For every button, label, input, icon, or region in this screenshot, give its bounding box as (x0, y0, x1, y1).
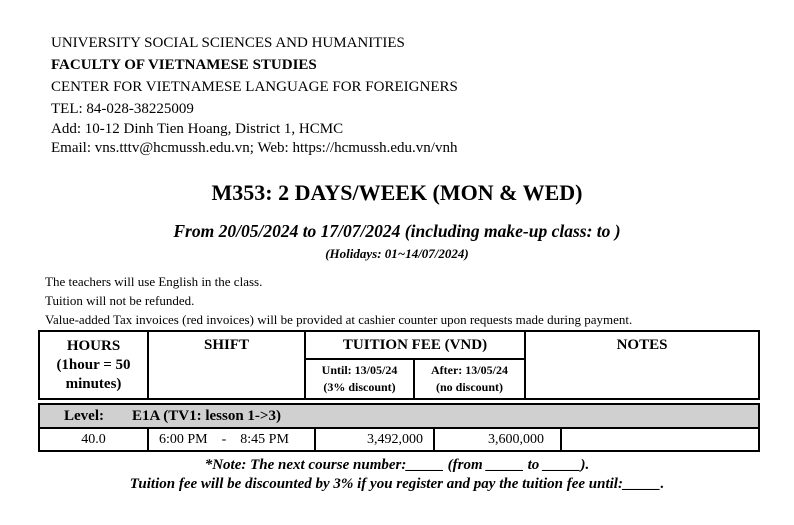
hours-header: HOURS (1hour = 50 minutes) (39, 331, 148, 399)
faculty-name: FACULTY OF VIETNAMESE STUDIES (51, 57, 317, 73)
fee-after-header: After: 13/05/24 (no discount) (414, 359, 525, 399)
university-name: UNIVERSITY SOCIAL SCIENCES AND HUMANITIES (51, 35, 405, 51)
discount-note: Tuition fee will be discounted by 3% if you register and pay the tuition fee until:_____. (129, 476, 665, 492)
fee-until-cell: 3,492,000 (315, 428, 434, 451)
intro-refund: Tuition will not be refunded. (45, 293, 195, 308)
shift-cell: 6:00 PM - 8:45 PM (148, 428, 315, 451)
level-label: Level: (64, 407, 104, 424)
tuition-fee-header: TUITION FEE (VND) (305, 331, 525, 359)
tuition-body-table (38, 403, 760, 452)
telephone: TEL: 84-028-38225009 (51, 101, 194, 117)
course-title: M353: 2 DAYS/WEEK (MON & WED) (211, 180, 583, 205)
notes-header: NOTES (525, 331, 759, 399)
fee-until-header: Until: 13/05/24 (3% discount) (305, 359, 414, 399)
level-value: E1A (TV1: lesson 1->3) (131, 407, 281, 424)
center-name: CENTER FOR VIETNAMESE LANGUAGE FOR FOREIGNERS (51, 79, 458, 95)
table-row (39, 428, 759, 451)
email-web: Email: vns.tttv@hcmussh.edu.vn; Web: https://hcmussh.edu.vn/vnh (51, 140, 458, 156)
address: Add: 10-12 Dinh Tien Hoang, District 1, HCMC (51, 121, 344, 137)
tuition-header-table (38, 330, 760, 400)
intro-language: The teachers will use English in the class. (45, 274, 263, 289)
level-row (39, 404, 759, 428)
fee-after-cell: 3,600,000 (434, 428, 561, 451)
intro-invoice: Value-added Tax invoices (red invoices) will be provided at cashier counter upon requests made during payment. (45, 312, 633, 327)
course-period: From 20/05/2024 to 17/07/2024 (including make-up class: to ) (173, 221, 621, 241)
holidays: (Holidays: 01~14/07/2024) (325, 246, 469, 261)
hours-cell: 40.0 (39, 428, 148, 451)
notes-cell (561, 428, 759, 451)
shift-header: SHIFT (148, 331, 305, 399)
next-course-note: *Note: The next course number:_____ (from _____ to _____). (204, 457, 590, 473)
